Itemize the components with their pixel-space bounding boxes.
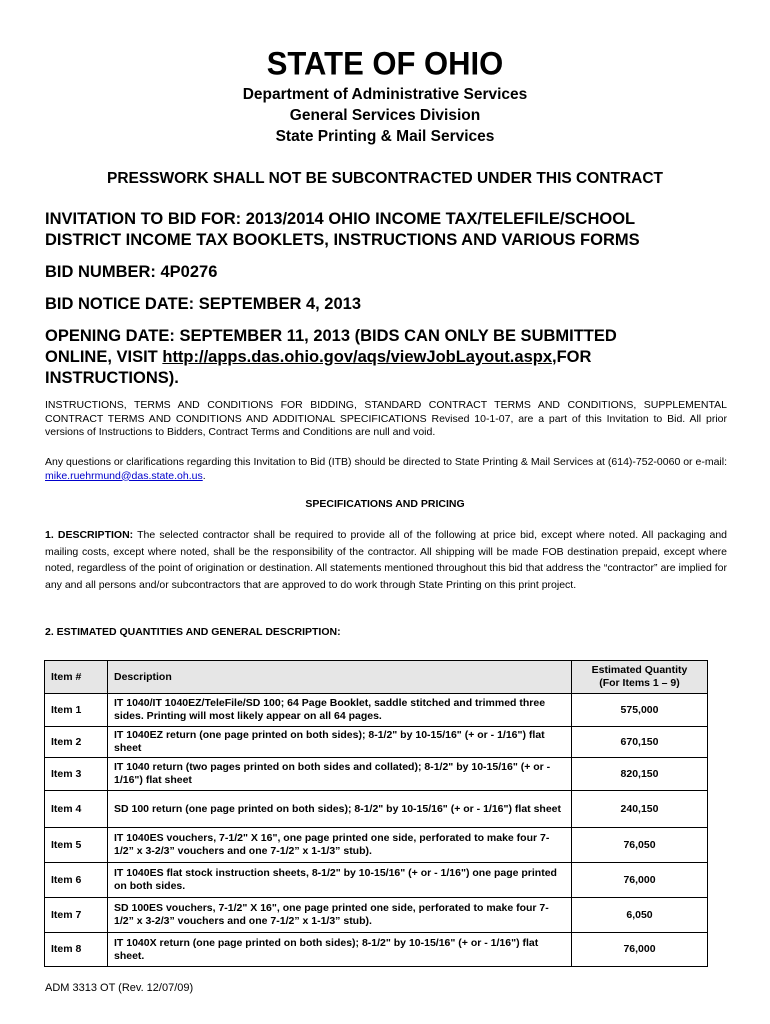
description-cell: SD 100 return (one page printed on both sides); 8-1/2" by 10-15/16" (+ or - 1/16") flat sheet: [108, 791, 572, 828]
table-row: [45, 863, 708, 898]
description-label: 1. DESCRIPTION:: [45, 529, 134, 541]
instructions-paragraph: INSTRUCTIONS, TERMS AND CONDITIONS FOR BIDDING, STANDARD CONTRACT TERMS AND CONDITIONS, SUPPLEMENTAL CONTRACT TERMS AND CONDITIONS AND ADDITIONAL SPECIFICATIONS Revised 10-1-07, are a part of this Invitation to Bid. All prior versions of Instructions to Bidders, Contract Terms and Conditions are null and void.: [45, 399, 727, 438]
table-header-row: [45, 661, 708, 694]
contact-email-link[interactable]: mike.ruehrmund@das.state.oh.us: [45, 469, 203, 482]
item-cell: Item 8: [45, 933, 108, 967]
table-row: [45, 727, 708, 758]
page-title: STATE OF OHIO: [266, 45, 504, 82]
quantity-cell: 670,150: [572, 727, 708, 758]
opening-line-2: [45, 347, 725, 368]
invitation-line-2: DISTRICT INCOME TAX BOOKLETS, INSTRUCTIONS AND VARIOUS FORMS: [45, 231, 640, 249]
table-row: [45, 898, 708, 933]
description-text: The selected contractor shall be required to provide all of the following at price bid, except where noted. All packaging and mailing costs, except where noted, shall be the responsibility of the contractor. All shipping will be made FOB destination prepaid, except where noted, regardless of the point of origination or destination. All statements mentioned throughout this bid that address the “contractor” are implied for any and all persons and/or subcontractors that are approved to do work through State Printing on this print project.: [45, 529, 727, 591]
questions-text: Any questions or clarifications regarding this Invitation to Bid (ITB) should be directed to State Printing & Mail Services at (614)-752-0060 or e-mail:: [45, 456, 727, 468]
quantity-header-line-1: Estimated Quantity: [591, 664, 688, 676]
table-row: [45, 694, 708, 727]
subcontract-notice: PRESSWORK SHALL NOT BE SUBCONTRACTED UNDER THIS CONTRACT: [107, 170, 663, 187]
department-heading: Department of Administrative Services: [242, 86, 528, 103]
table-row: [45, 758, 708, 791]
opening-line-1: OPENING DATE: SEPTEMBER 11, 2013 (BIDS CAN ONLY BE SUBMITTED: [45, 327, 617, 345]
estimated-quantities-table: [44, 660, 708, 967]
table-row: [45, 933, 708, 967]
item-cell: Item 3: [45, 758, 108, 791]
item-cell: Item 5: [45, 828, 108, 863]
quantity-cell: 76,000: [572, 863, 708, 898]
table-row: [45, 791, 708, 828]
item-cell: Item 7: [45, 898, 108, 933]
column-header-quantity: [572, 661, 708, 694]
description-cell: IT 1040/IT 1040EZ/TeleFile/SD 100; 64 Page Booklet, saddle stitched and trimmed three sides. Printing will most likely appear on all 64 pages.: [108, 694, 572, 727]
division-heading: General Services Division: [289, 107, 481, 124]
estimated-quantities-heading: 2. ESTIMATED QUANTITIES AND GENERAL DESCRIPTION:: [45, 626, 341, 638]
column-header-item: Item #: [45, 661, 108, 694]
description-cell: IT 1040 return (two pages printed on both sides and collated); 8-1/2" by 10-15/16" (+ or - 1/16") flat sheet: [108, 758, 572, 791]
quantity-header-line-2: (For Items 1 – 9): [599, 677, 680, 689]
description-cell: IT 1040X return (one page printed on both sides); 8-1/2" by 10-15/16" (+ or - 1/16") flat sheet.: [108, 933, 572, 967]
bid-number: BID NUMBER: 4P0276: [45, 263, 218, 281]
questions-suffix: .: [202, 469, 206, 482]
opening-date: [45, 326, 725, 389]
invitation-to-bid: [45, 209, 725, 251]
opening-suffix: ,FOR: [552, 348, 592, 366]
quantity-cell: 240,150: [572, 791, 708, 828]
quantity-cell: 76,000: [572, 933, 708, 967]
item-cell: Item 6: [45, 863, 108, 898]
opening-prefix: ONLINE, VISIT: [45, 348, 163, 366]
description-cell: SD 100ES vouchers, 7-1/2" X 16", one page printed one side, perforated to make four 7-1/2” x 3-2/3” vouchers and one 7-1/2” x 1-1/3” stub).: [108, 898, 572, 933]
description-cell: IT 1040EZ return (one page printed on both sides); 8-1/2" by 10-15/16" (+ or - 1/16") flat sheet: [108, 727, 572, 758]
column-header-description: Description: [108, 661, 572, 694]
quantity-cell: 575,000: [572, 694, 708, 727]
bid-notice-date: BID NOTICE DATE: SEPTEMBER 4, 2013: [45, 295, 362, 313]
item-cell: Item 4: [45, 791, 108, 828]
questions-paragraph: [45, 456, 727, 483]
opening-line-3: INSTRUCTIONS).: [45, 369, 179, 387]
item-cell: Item 2: [45, 727, 108, 758]
services-heading: State Printing & Mail Services: [275, 128, 495, 145]
bid-submission-link[interactable]: http://apps.das.ohio.gov/aqs/viewJobLayout.aspx: [162, 348, 553, 366]
item-cell: Item 1: [45, 694, 108, 727]
form-revision-footer: ADM 3313 OT (Rev. 12/07/09): [45, 982, 194, 994]
table-row: [45, 828, 708, 863]
description-cell: IT 1040ES vouchers, 7-1/2" X 16", one page printed one side, perforated to make four 7-1/2” x 3-2/3” vouchers and one 7-1/2” x 1-1/3” stub).: [108, 828, 572, 863]
description-paragraph: [45, 527, 727, 593]
quantity-cell: 6,050: [572, 898, 708, 933]
invitation-line-1: INVITATION TO BID FOR: 2013/2014 OHIO INCOME TAX/TELEFILE/SCHOOL: [45, 210, 636, 228]
specifications-heading: SPECIFICATIONS AND PRICING: [305, 498, 465, 510]
quantity-cell: 76,050: [572, 828, 708, 863]
quantity-cell: 820,150: [572, 758, 708, 791]
description-cell: IT 1040ES flat stock instruction sheets, 8-1/2" by 10-15/16" (+ or - 1/16") one page printed on both sides.: [108, 863, 572, 898]
